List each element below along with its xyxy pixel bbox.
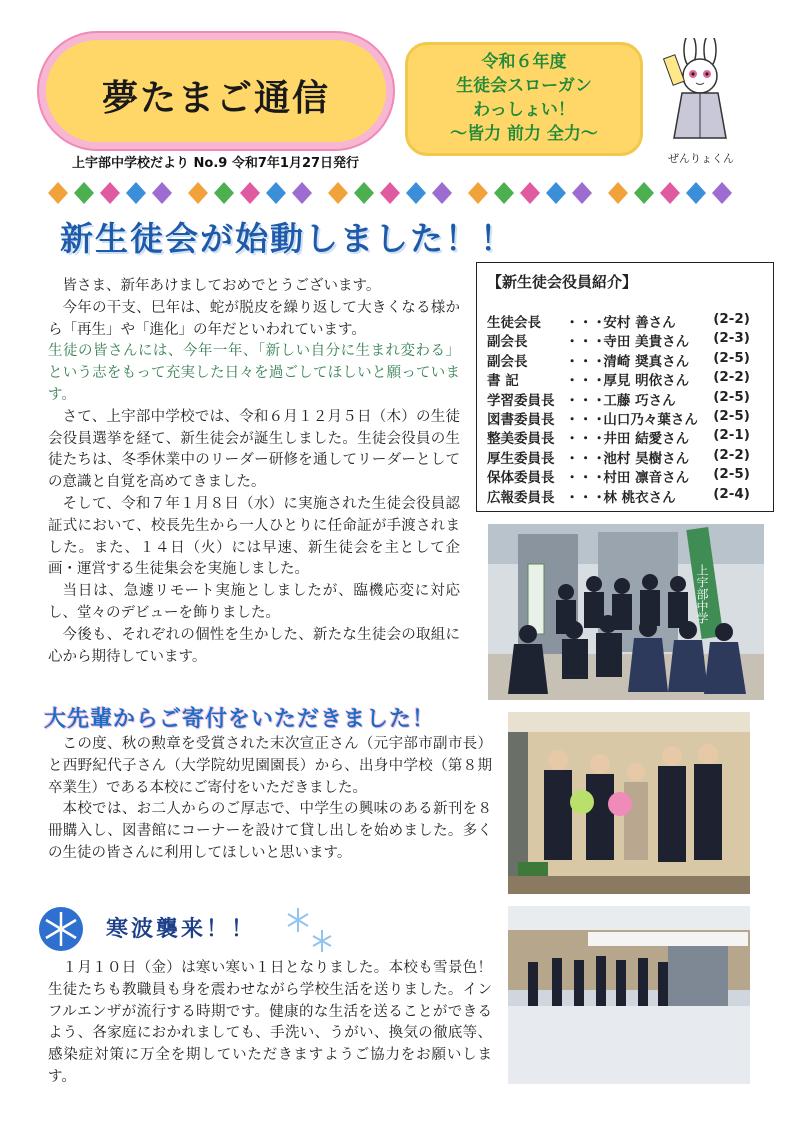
section-heading-donation: 大先輩からご寄付をいただきました！	[44, 707, 436, 732]
officer-dots: ・・・	[565, 334, 606, 351]
officer-row	[487, 486, 772, 506]
officer-row	[487, 447, 772, 467]
photo-snowy-school	[508, 906, 750, 1084]
banner-text: 上宇部中学	[695, 564, 709, 624]
paragraph: そして、令和７年１月８日（水）に実施された生徒会役員認証式において、校長先生から一人ひとりに任命証が手渡されました。また、１４日（火）には早速、新生徒会を主として企画・運営する生徒集会を実施しました。	[48, 495, 460, 578]
issue-line: 上宇部中学校だより No.9 令和7年1月27日発行	[72, 156, 360, 171]
officer-row	[487, 466, 772, 486]
diamond-divider	[48, 182, 748, 204]
officer-cls: (2-5)	[713, 349, 750, 366]
officer-name: 工藤 巧さん	[603, 392, 676, 409]
officer-role: 副会長	[487, 353, 528, 370]
officer-role: 生徒会長	[487, 315, 541, 331]
officer-cls: (2-2)	[713, 446, 750, 463]
slogan-line-4: ～皆力 前力 全力～	[450, 124, 598, 144]
officers-title: 【新生徒会役員紹介】	[487, 273, 638, 291]
paragraph: 今後も、それぞれの個性を生かした、新たな生徒会の取組に心から期待しています。	[48, 626, 460, 665]
mascot-illustration	[660, 38, 740, 148]
section-heading-cold-wave: 寒波襲来！！	[106, 917, 257, 942]
officer-dots: ・・・	[565, 412, 606, 428]
officer-row	[487, 408, 772, 428]
officer-dots: ・・・	[565, 315, 606, 331]
slogan-box	[405, 42, 643, 156]
officer-role: 保体委員長	[487, 470, 555, 487]
officer-cls: (2-2)	[713, 369, 750, 386]
officer-name: 井田 結愛さん	[603, 431, 690, 448]
officer-row	[487, 350, 772, 370]
officers-box	[476, 262, 774, 512]
snowflake-decoration-icon	[282, 904, 336, 956]
paragraph: 今年の干支、巳年は、蛇が脱皮を繰り返して大きくなる様から「再生」や「進化」の年だといわれています。	[48, 299, 460, 338]
officer-dots: ・・・	[565, 489, 606, 506]
officer-dots: ・・・	[565, 431, 606, 448]
slogan-line-1: 令和６年度	[481, 52, 567, 72]
officer-dots: ・・・	[565, 373, 606, 390]
officer-role: 副会長	[487, 334, 528, 351]
officer-name: 池村 昊樹さん	[603, 450, 690, 467]
officer-name: 厚見 明依さん	[603, 373, 690, 390]
officer-row	[487, 427, 772, 447]
officer-name: 林 桃衣さん	[603, 489, 676, 506]
paragraph-highlight: 生徒の皆さんには、今年一年、「新しい自分に生まれ変わる」という志をもって充実した日々を過ごしてほしいと願っています。	[48, 343, 460, 403]
officer-role: 書 記	[487, 373, 519, 390]
paragraph: この度、秋の勲章を受賞された末次宣正さん（元宇部市副市長）と西野紀代子さん（大学院幼児園園長）から、出身中学校（第８期卒業生）である本校にご寄付をいただきました。	[48, 736, 492, 796]
photo-donation-ceremony	[508, 712, 750, 894]
slogan-line-3: わっしょい！	[473, 100, 575, 120]
officer-name: 安村 善さん	[603, 315, 676, 331]
officer-cls: (2-5)	[713, 388, 750, 405]
paragraph: 本校では、お二人からのご厚志で、中学生の興味のある新刊を８冊購入し、図書館にコーナーを設けて貸し出しを始めました。多くの生徒の皆さんに利用してほしいと思います。	[48, 801, 492, 861]
officer-name: 村田 凛音さん	[603, 470, 690, 487]
mascot-name: ぜんりょくん	[668, 152, 734, 165]
officer-row	[487, 369, 772, 389]
officer-role: 広報委員長	[487, 489, 555, 506]
officer-row	[487, 389, 772, 409]
paragraph: １月１０日（金）は寒い寒い１日となりました。本校も雪景色！生徒たちも教職員も身を震わせながら学校生活を送りました。インフルエンザが流行する時期です。健康的な生活を送ることができるよう、各家庭におかれましても、手洗い、うがい、換気の徹底等、感染症対策に万全を期していただきますようご協力をお願いします。	[48, 960, 492, 1085]
newsletter-title: 夢たまご通信	[101, 78, 330, 119]
section1-body	[48, 276, 460, 668]
officer-cls: (2-4)	[713, 485, 750, 502]
officer-name: 清崎 奨真さん	[603, 353, 690, 370]
section2-body	[48, 734, 492, 865]
officer-cls: (2-3)	[713, 330, 750, 347]
officer-name: 寺田 美貴さん	[603, 334, 690, 351]
officer-dots: ・・・	[565, 353, 606, 370]
officer-cls: (2-5)	[713, 466, 750, 483]
section3-body	[48, 958, 492, 1089]
officer-row	[487, 330, 772, 350]
officer-cls: (2-1)	[713, 427, 750, 444]
section-heading-new-council: 新生徒会が始動しました！！	[60, 219, 515, 258]
officer-role: 厚生委員長	[487, 450, 555, 467]
officer-dots: ・・・	[565, 470, 606, 487]
officer-role: 整美委員長	[487, 431, 555, 448]
snowflake-icon	[38, 906, 84, 952]
officer-dots: ・・・	[565, 392, 606, 409]
slogan-line-2: 生徒会スローガン	[456, 76, 592, 96]
officer-role: 図書委員長	[487, 412, 555, 428]
officer-role: 学習委員長	[487, 392, 555, 409]
officer-row	[487, 311, 772, 331]
paragraph: 皆さま、新年あけましておめでとうございます。	[62, 278, 381, 294]
officer-cls: (2-2)	[713, 311, 750, 327]
photo-student-council	[488, 524, 764, 700]
paragraph: 当日は、急遽リモート実施としましたが、臨機応変に対応し、堂々のデビューを飾りました。	[48, 583, 460, 621]
officer-dots: ・・・	[565, 450, 606, 467]
officer-cls: (2-5)	[713, 408, 750, 424]
paragraph: さて、上宇部中学校では、令和６月１２月５日（木）の生徒会役員選挙を経て、新生徒会が誕生しました。生徒会役員の生徒たちは、冬季休業中のリーダー研修を通してリーダーとしての意識と自覚を高めてきました。	[48, 408, 460, 491]
officer-name: 山口乃々葉さん	[603, 412, 698, 428]
